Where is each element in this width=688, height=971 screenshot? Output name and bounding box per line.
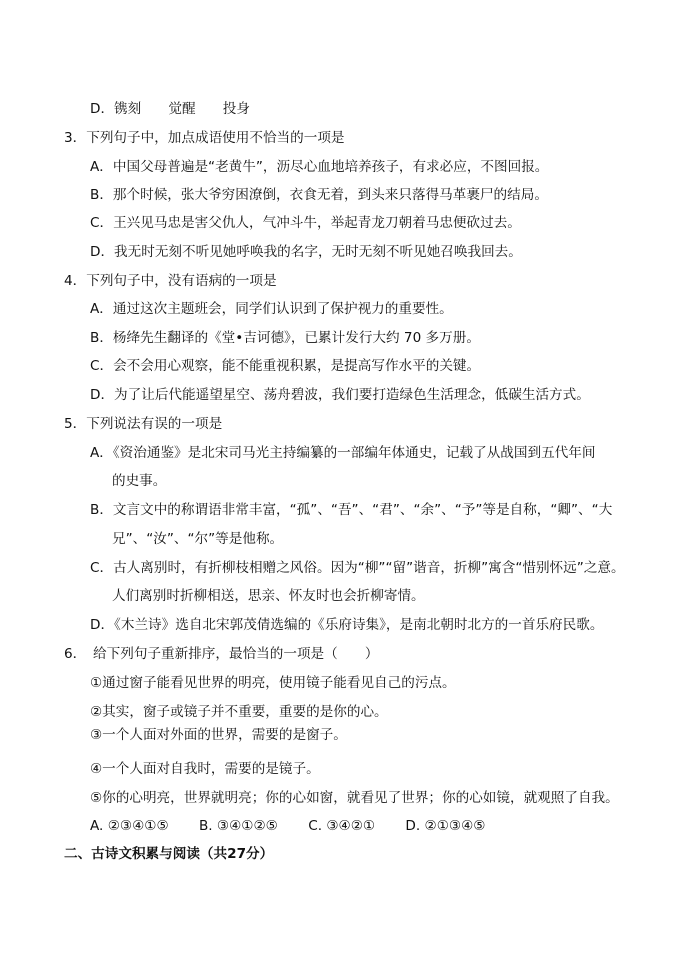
q6-choice-c: C. ③④②① bbox=[308, 818, 376, 834]
q4-option-b: B．杨绛先生翻译的《堂•吉诃德》，已累计发行大约 70 多万册。 bbox=[90, 330, 480, 346]
q4-option-d: D．为了让后代能遥望星空、荡舟碧波，我们要打造绿色生活理念，低碳生活方式。 bbox=[90, 387, 590, 403]
q3-option-b: B．那个时候，张大爷穷困潦倒，衣食无着，到头来只落得马革裹尸的结局。 bbox=[90, 187, 548, 203]
q3-option-c: C．王兴见马忠是害父仇人，气冲斗牛，举起青龙刀朝着马忠便砍过去。 bbox=[90, 215, 521, 231]
q5-option-a-line2: 的史事。 bbox=[112, 473, 167, 489]
q6-sentence-5: ⑤你的心明亮，世界就明亮；你的心如窗，就看见了世界；你的心如镜，就观照了自我。 bbox=[90, 790, 619, 806]
q6-choices bbox=[90, 817, 485, 835]
q3-stem: 3．下列句子中，加点成语使用不恰当的一项是 bbox=[64, 130, 345, 146]
q5-stem: 5．下列说法有误的一项是 bbox=[64, 416, 223, 432]
q4-option-a: A．通过这次主题班会，同学们认识到了保护视力的重要性。 bbox=[90, 301, 453, 317]
section-2-title: 二、古诗文积累与阅读（共27分） bbox=[64, 846, 274, 862]
q5-option-c-line1: C．古人离别时，有折柳枝相赠之风俗。因为“柳”“留”谐音，折柳”寓含“惜别怀远”之意。 bbox=[90, 560, 625, 576]
q5-option-b-line1: B．文言文中的称谓语非常丰富，“孤”、“吾”、“君”、“余”、“予”等是自称，“卿”、“大 bbox=[90, 502, 613, 518]
q3-option-d: D．我无时无刻不听见她呼唤我的名字，无时无刻不听见她召唤我回去。 bbox=[90, 244, 522, 260]
q3-option-a: A．中国父母普遍是“老黄牛”，沥尽心血地培养孩子，有求必应，不图回报。 bbox=[90, 159, 549, 175]
q5-option-c-line2: 人们离别时折柳相送，思亲、怀友时也会折柳寄情。 bbox=[112, 588, 425, 604]
q6-choice-a: A. ②③④①⑤ bbox=[90, 818, 169, 834]
q6-choice-b: B. ③④①②⑤ bbox=[198, 818, 278, 834]
q6-stem: 6． 给下列句子重新排序，最恰当的一项是（ ） bbox=[64, 646, 379, 662]
q6-sentence-3: ③一个人面对外面的世界，需要的是窗子。 bbox=[90, 727, 347, 743]
q6-sentence-2: ②其实，窗子或镜子并不重要，重要的是你的心。 bbox=[90, 704, 388, 720]
q4-stem: 4．下列句子中，没有语病的一项是 bbox=[64, 273, 277, 289]
q4-option-c: C．会不会用心观察，能不能重视积累，是提高写作水平的关键。 bbox=[90, 358, 481, 374]
q5-option-d: D．《木兰诗》选自北宋郭茂倩选编的《乐府诗集》，是南北朝时北方的一首乐府民歌。 bbox=[90, 617, 604, 633]
q6-sentence-1: ①通过窗子能看见世界的明亮，使用镜子能看见自己的污点。 bbox=[90, 675, 456, 691]
q2-option-d: D．镌刻 觉醒 投身 bbox=[90, 101, 250, 117]
q5-option-b-line2: 兄”、“汝”、“尔”等是他称。 bbox=[112, 531, 284, 547]
q5-option-a-line1: A．《资治通鉴》是北宋司马光主持编纂的一部编年体通史，记载了从战国到五代年间 bbox=[90, 445, 596, 461]
q6-choice-d: D. ②①③④⑤ bbox=[405, 818, 486, 834]
q6-sentence-4: ④一个人面对自我时，需要的是镜子。 bbox=[90, 761, 320, 777]
